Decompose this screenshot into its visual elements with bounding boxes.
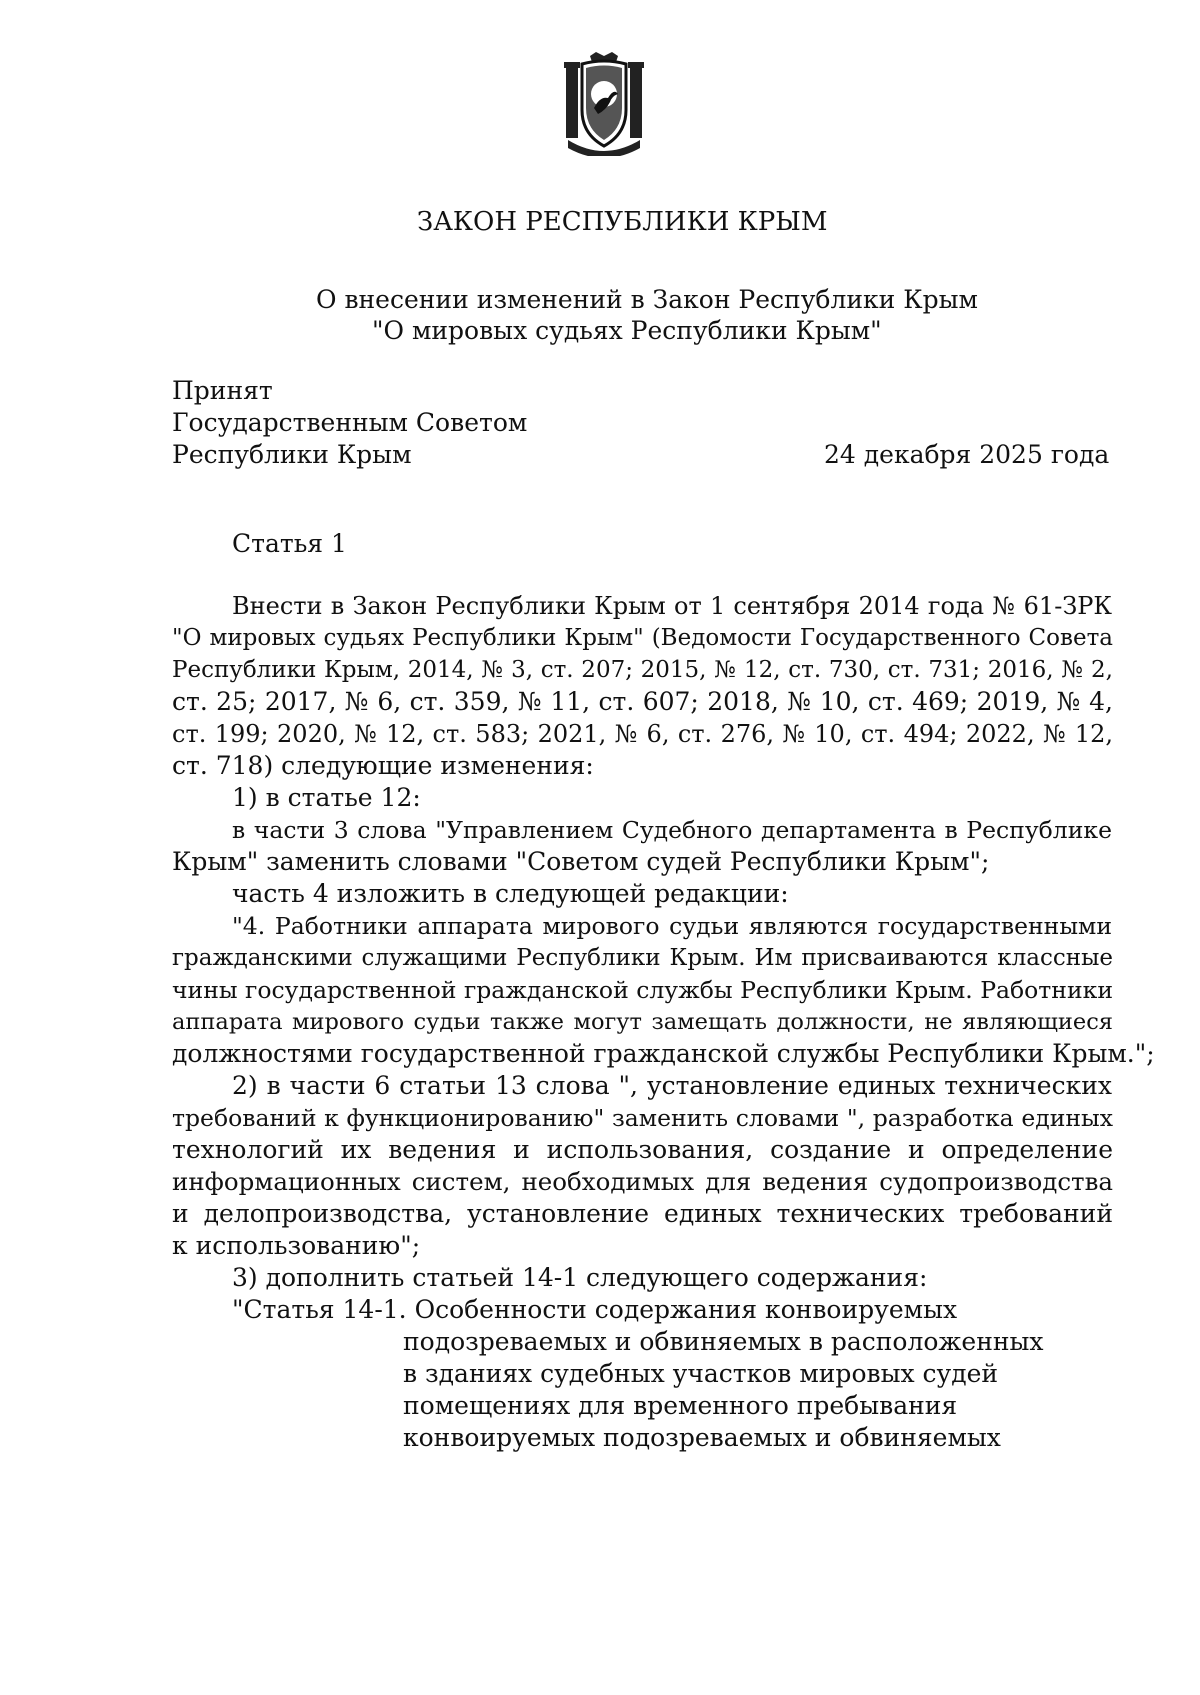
document-subtitle-line2: "О мировых судьях Республики Крым" (372, 316, 882, 345)
document-title: ЗАКОН РЕСПУБЛИКИ КРЫМ (417, 207, 828, 237)
article-line: 1) в статье 12: (232, 783, 421, 812)
article-line: к использованию"; (172, 1231, 421, 1260)
article-line: помещениях для временного пребывания (403, 1391, 958, 1420)
article-line: гражданскими служащими Республики Крым. Им присваиваются классные (172, 945, 1113, 971)
article-line: "Статья 14-1. Особенности содержания конвоируемых (232, 1295, 958, 1324)
article-heading: Статья 1 (232, 529, 347, 558)
article-line: в зданиях судебных участков мировых судей (403, 1359, 999, 1388)
article-line: Республики Крым, 2014, № 3, ст. 207; 2015, № 12, ст. 730, ст. 731; 2016, № 2, (172, 657, 1113, 683)
article-line: ст. 199; 2020, № 12, ст. 583; 2021, № 6, ст. 276, № 10, ст. 494; 2022, № 12, (172, 720, 1113, 748)
adoption-date: 24 декабря 2025 года (824, 440, 1110, 469)
article-line: и делопроизводства, установление единых технических требований (172, 1199, 1113, 1228)
article-line: чины государственной гражданской службы Республики Крым. Работники (172, 976, 1113, 1004)
article-line: ст. 25; 2017, № 6, ст. 359, № 11, ст. 607; 2018, № 10, ст. 469; 2019, № 4, (172, 687, 1113, 716)
article-line: 2) в части 6 статьи 13 слова ", установление единых технических (232, 1071, 1112, 1100)
article-line: конвоируемых подозреваемых и обвиняемых (403, 1423, 1001, 1452)
article-line: должностями государственной гражданской службы Республики Крым."; (172, 1039, 1155, 1068)
article-line: "4. Работники аппарата мирового судьи являются государственными (232, 912, 1112, 940)
article-line: требований к функционированию" заменить словами ", разработка единых (172, 1104, 1113, 1132)
article-line: подозреваемых и обвиняемых в расположенных (403, 1327, 1044, 1356)
article-line: в части 3 слова "Управлением Судебного департамента в Республике (232, 816, 1112, 844)
crimea-coat-of-arms-icon (560, 50, 648, 156)
article-line: аппарата мирового судьи также могут замещать должности, не являющиеся (172, 1009, 1113, 1035)
article-line: ст. 718) следующие изменения: (172, 751, 594, 780)
adoption-line1: Принят (172, 376, 273, 405)
article-line: Внести в Закон Республики Крым от 1 сентября 2014 года № 61-ЗРК (232, 592, 1112, 620)
adoption-line2: Государственным Советом (172, 408, 528, 437)
document-subtitle-line1: О внесении изменений в Закон Республики Крым (316, 285, 978, 314)
article-line: "О мировых судьях Республики Крым" (Ведомости Государственного Совета (172, 625, 1113, 651)
article-line: информационных систем, необходимых для ведения судопроизводства (172, 1167, 1113, 1196)
article-line: часть 4 изложить в следующей редакции: (232, 879, 789, 908)
article-line: 3) дополнить статьей 14-1 следующего содержания: (232, 1263, 928, 1292)
article-line: технологий их ведения и использования, создание и определение (172, 1135, 1113, 1164)
adoption-line3: Республики Крым (172, 440, 412, 469)
article-line: Крым" заменить словами "Советом судей Республики Крым"; (172, 847, 990, 876)
